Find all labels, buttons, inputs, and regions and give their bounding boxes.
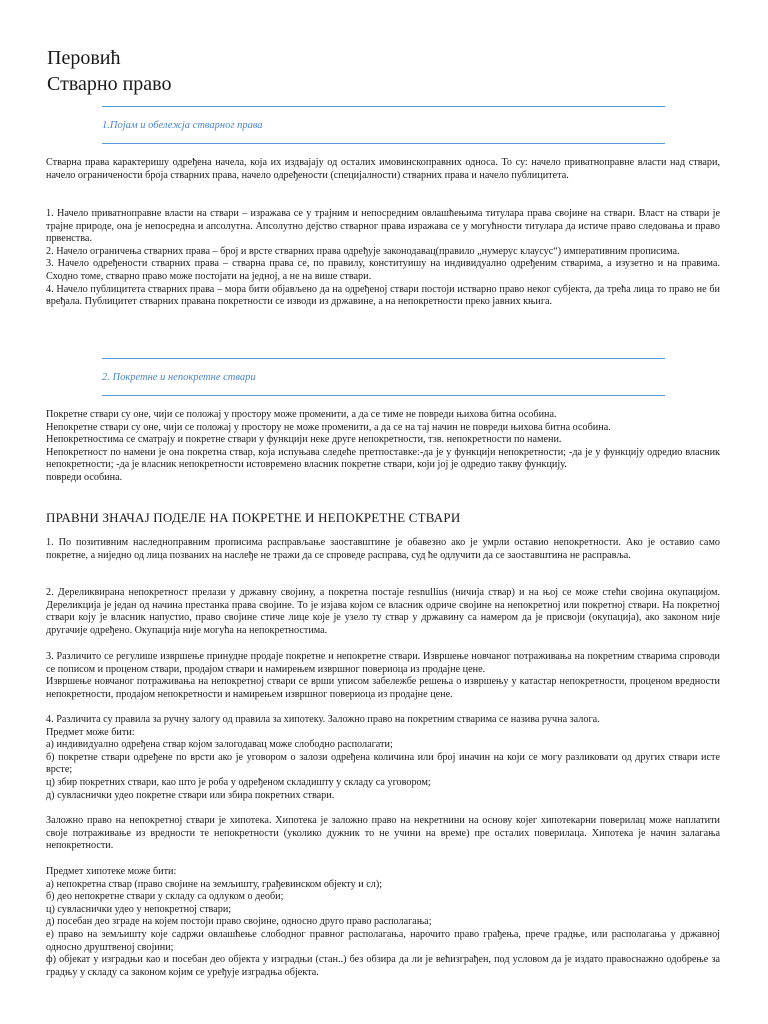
section-rule-bottom	[102, 143, 665, 144]
list-item: ф) објекат у изградњи као и посебан део објекта у изградњи (стан..) без обзира да ли је већизграђен, под условом да је издато правоснажно одобрење за градњу у складу са законом којим се уређује изградња објекта.	[46, 954, 720, 978]
section3-p6	[46, 866, 720, 979]
list-item: а) индивидуално одређена ствар којом залогодавац може слободно располагати;	[46, 739, 393, 751]
section3-p2	[46, 587, 720, 637]
list-item: 2. Начело ограничења стварних права – број и врсте стварних права одређује законодавац(правило „нумерус клаусус“) императивним прописима.	[46, 245, 680, 257]
section3-p3	[46, 651, 720, 701]
list-item: 4. Начело публицитета стварних права – мора бити објављено да на одређеној ствари постоји истварно право неког субјекта, да трећа лица то право не би вређала. Публицитет стварних правана покретности се изводи из државине, а на непокретности преко јавних књига.	[46, 283, 720, 308]
list-item: б) део непокретне ствари у складу са одлуком о деоби;	[46, 891, 284, 903]
paragraph: 4. Различита су правила за ручну залогу од правила за хипотеку. Заложно право на покретним стварима се назива ручна залога.	[46, 714, 600, 725]
list-item: е) право на земљишту које садржи овлашћење слободног правног располагања, нарочито право грађења, прече градње, или располагања у државној односно друштвеној својини;	[46, 928, 720, 953]
section3-p4	[46, 714, 720, 802]
list-item: д) посебан део зграде на којем постоји право својине, односно друго право располагања;	[46, 916, 432, 928]
list-item: б) покретне ствари одређене по врсти ако је уговором о залози одређена количина или број иначин на који се могу разликовати од других ствари исте врсте;	[46, 751, 720, 776]
author-title: Перовић	[47, 47, 121, 69]
paragraph: Стварна права карактеришу одређена начела, која их издвајају од осталих имовинскоправних односа. То су: начело приватноправне власти над ствари, начело ограничености броја стварних права, начело одређености (специјалности) стварних права и начело публицитета.	[46, 157, 720, 181]
list-item: 1. Начело приватноправне власти на ствари – изражава се у трајним и непосредним овлашћењима титулара права својине на ствари. Власт на ствари је трајне природе, она је непосредна и апсолутна. Апсолутно дејство стварног права изражава се у могућности титулара да истиче право следовања и право првенства.	[46, 208, 720, 245]
list-item: д) сувласнички удео покретне ствари или збира покретних ствари.	[46, 789, 335, 801]
section-title-2: 2. Покретне и непокретне ствари	[102, 372, 256, 383]
paragraph: 3. Различито се регулише извршење принудне продаје покретне и непокретне ствари. Извршење новчаног потраживања на покретним стварима спроводи се пописом и проценом ствари, продајом ствари и намирењем извршног повериоца из продајне цене.	[46, 651, 720, 675]
list-item: ц) збир покретних ствари, као што је роба у одређеном складишту у складу са уговором;	[46, 776, 431, 788]
paragraph: 1. По позитивним наследноправним прописима расправљање заоставштине је обавезно ако је умрли оставио непокретности. Ако је оставио само покретне, а ниједно од лица позваних на наслеђе не тражи да се спроведе расправа, суд ће одлучити да се заоставштина не расправља.	[46, 537, 720, 561]
section-rule-top	[102, 106, 665, 107]
list-item: ц) сувласнички удео у непокретној ствари;	[46, 903, 232, 915]
section-rule-top	[102, 358, 665, 359]
section1-intro	[46, 157, 720, 182]
section-rule-bottom	[102, 395, 665, 396]
paragraph: Предмет може бити:	[46, 726, 135, 738]
paragraph: Непокретност по намени је она покретна ствар, која испуњава следеће претпоставке:-да је у функцији непокретности; -да је у функцију одредио власник непокретности; -да је власник непокретности истовремено власник покретне ствари, који јој је одредио такву функцију.	[46, 446, 720, 471]
section3-p1	[46, 537, 720, 562]
paragraph: Непокретне ствари су оне, чији се положај у простору не може променити, а да се на тај начин не повреди њихова битна особина.	[46, 421, 611, 433]
list-item: 3. Начело одређености стварних права – стварна права се, по правилу, конституишу на индивидуално одређеним стварима, а изузетно и на правима. Сходно томе, стварно право може постојати на једној, а не на више ствари.	[46, 258, 720, 282]
paragraph: повреди особина.	[46, 471, 123, 483]
section-heading: ПРАВНИ ЗНАЧАЈ ПОДЕЛЕ НА ПОКРЕТНЕ И НЕПОКРЕТНЕ СТВАРИ	[46, 510, 461, 525]
paragraph: Извршење новчаног потраживања на непокретној ствари се врши уписом забележбе решења о извршењу у катастар непокретности, проценом вредности непокретности, продајом непокретности и намирењем извршног повериоца из продајне цене.	[46, 676, 720, 700]
list-item: а) непокретна ствар (право својине на земљишту, грађевинском објекту и сл);	[46, 878, 383, 890]
paragraph: Покретне ствари су оне, чији се положај у простору може променити, а да се тиме не повреди њихова битна особина.	[46, 409, 557, 420]
section-title-1: 1.Појам и обележја стварног права	[102, 120, 263, 131]
paragraph: Непокретностима се сматрају и покретне ствари у функцији неке друге непокретности, тзв. непокретности по намени.	[46, 434, 562, 446]
subject-title: Стварно право	[47, 73, 172, 95]
section3-p5	[46, 815, 720, 853]
section1-points	[46, 208, 720, 309]
paragraph: Предмет хипотеке може бити:	[46, 866, 177, 877]
paragraph: Заложно право на непокретној ствари је хипотека. Хипотека је заложно право на некретнини на основу којег хипотекарни поверилац може наплатити своје потраживање из вредности те непокретности (уколико дужник то не учини на време) пре осталих поверилаца. Хипотека је начин залагања непокретности.	[46, 815, 720, 852]
paragraph: 2. Дереликвирана непокретност прелази у државну својину, а покретна постаје resnullius (ничија ствар) и на њој се може стећи својина окупацијом. Дереликција је један од начина престанка права својине. То је изјава којом се власник одриче својине на непокретној или покретној ствари. На покретној ствари коју је власник напустио, право својине стиче лице које је узело ту ствар у државину са намером да је присвоји (окупација), ако законом није другачије одређено. Окупација није могућа на непокретностима.	[46, 587, 720, 636]
section2-text	[46, 409, 720, 485]
